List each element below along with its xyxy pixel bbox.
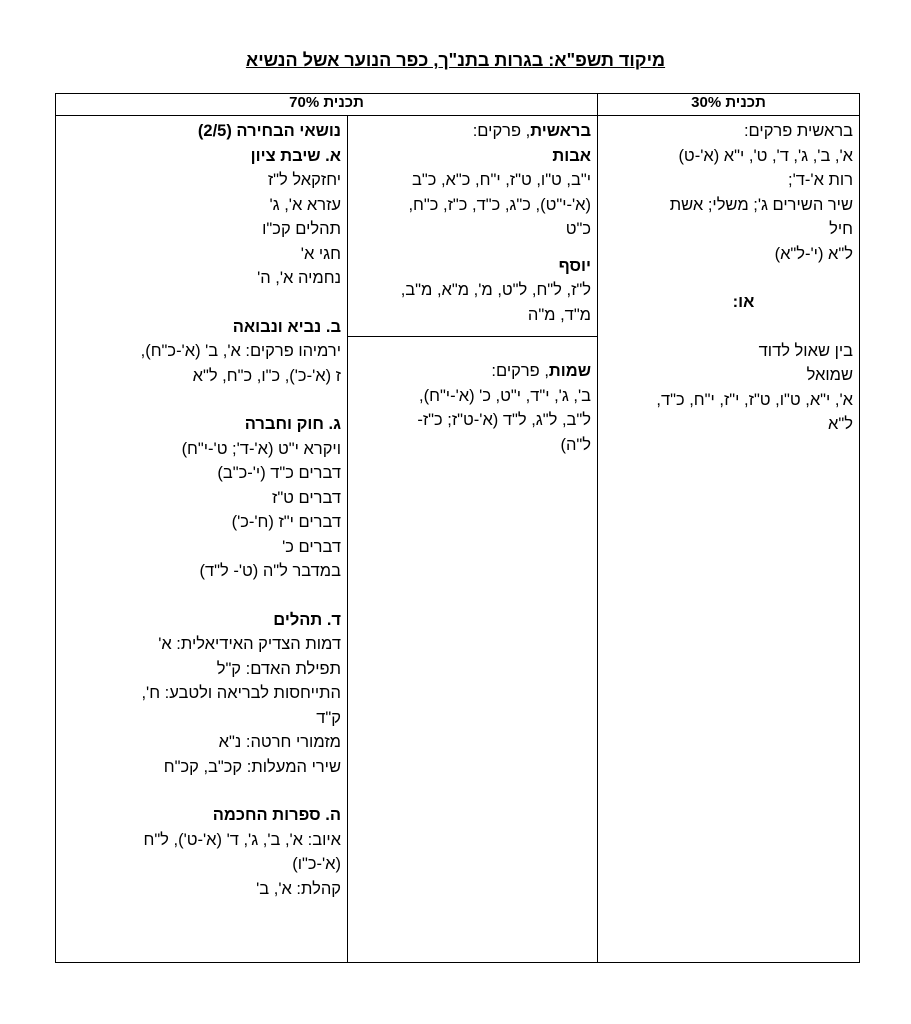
text-line: קהלת: א', ב': [256, 879, 342, 898]
text-line: ב', ג', י"ד, י"ט, כ' (א'-י"ח),: [419, 386, 592, 405]
header-row: [56, 94, 860, 116]
text-line: (א'-כ"ו): [292, 855, 342, 873]
curriculum-table: [55, 93, 860, 963]
text-line: ל"ב, ל"ג, ל"ד (א'-ט"ז; כ"ז-: [417, 411, 592, 429]
topic-e-title: ה. ספרות החכמה: [212, 806, 342, 824]
text-line: א', י"א, ט"ו, ט"ז, י"ז, י"ח, כ"ד,: [656, 390, 854, 409]
avot-heading: אבות: [552, 146, 592, 165]
text-line: דברים י"ז (ח'-כ'): [231, 513, 342, 531]
text-line: ל"ז, ל"ח, ל"ט, מ', מ"א, מ"ב,: [400, 281, 592, 299]
text-line: (א'-י"ט), כ"ג, כ"ד, כ"ז, כ"ח,: [408, 195, 592, 214]
text-line: ל"ה): [560, 435, 592, 454]
elective-heading: נושאי הבחירה (2/5): [197, 122, 342, 140]
text-line: ירמיהו פרקים: א', ב' (א'-כ"ח),: [140, 342, 342, 360]
yosef-heading: יוסף: [558, 256, 592, 275]
text-line: ז (א'-כ'), כ"ו, כ"ח, ל"א: [192, 366, 342, 385]
shemot-label: שמות: [548, 362, 592, 380]
text-line: שירי המעלות: קכ"ב, קכ"ח: [163, 757, 342, 776]
text-line: בין שאול לדוד: [758, 341, 854, 360]
text-line: ל"א: [828, 415, 854, 433]
text-line: תפילת האדם: ק"ל: [216, 659, 342, 678]
text-line: התייחסות לבריאה ולטבע: ח',: [141, 684, 342, 702]
topic-a-title: א. שיבת ציון: [250, 146, 342, 165]
text-line: יחזקאל ל"ז: [267, 171, 342, 189]
bereshit-chapters-label: בראשית פרקים:: [743, 122, 854, 140]
header-30-percent: תכנית 30%: [598, 94, 860, 116]
text-line: מ"ד, מ"ה: [527, 305, 592, 324]
header-70-percent: תכנית 70%: [56, 94, 598, 116]
topic-b-title: ב. נביא ונבואה: [232, 317, 342, 336]
text-line: א', ב', ג', ד', ט', י"א (א'-ט): [678, 146, 854, 165]
text-line: שיר השירים ג'; משלי; אשת: [669, 195, 854, 214]
text-line: איוב: א', ב', ג', ד' (א'-ט'), ל"ח: [143, 830, 342, 849]
text-line: חגי א': [300, 244, 342, 263]
bereshit-label: בראשית: [530, 122, 592, 140]
text-line: ק"ד: [316, 708, 342, 727]
topic-d-title: ד. תהלים: [273, 610, 342, 629]
text-line: ויקרא י"ט (א'-ד'; ט'-י"ח): [181, 439, 342, 458]
text-line: נחמיה א', ה': [257, 269, 342, 287]
text-line: תהלים קכ"ו: [262, 220, 342, 238]
text-line: במדבר ל"ה (ט'- ל"ד): [199, 562, 342, 580]
text-line: דברים ט"ז: [271, 488, 342, 507]
elective-topics-cell: [56, 116, 348, 963]
page-title: מיקוד תשפ"א: בגרות בתנ"ך, כפר הנוער אשל הנשיא: [245, 50, 666, 70]
text-line: מזמורי חרטה: נ"א: [218, 733, 342, 751]
or-label: או:: [732, 293, 755, 311]
text-line: עזרא א', ג': [269, 195, 342, 214]
bereshit-chapters: , פרקים:: [472, 122, 531, 140]
program-30-cell: [598, 116, 860, 963]
topic-c-title: ג. חוק וחברה: [244, 415, 342, 433]
bereshit-cell: [348, 116, 598, 337]
shemot-chapters: , פרקים:: [491, 362, 549, 380]
text-line: כ"ט: [565, 220, 592, 238]
bereshit-heading: [354, 119, 591, 144]
text-line: חיל: [829, 220, 854, 238]
text-line: דברים כ"ד (י'-כ"ב): [217, 464, 342, 482]
text-line: רות א'-ד';: [788, 171, 854, 189]
text-line: שמואל: [806, 366, 854, 384]
text-line: דמות הצדיק האידיאלית: א': [158, 635, 342, 653]
text-line: דברים כ': [282, 537, 342, 556]
text-line: י"ב, ט"ו, ט"ז, י"ח, כ"א, כ"ב: [412, 171, 592, 189]
shemot-heading: [354, 359, 591, 384]
text-line: ל"א (י'-ל"א): [774, 244, 854, 263]
shemot-cell: [348, 337, 598, 963]
